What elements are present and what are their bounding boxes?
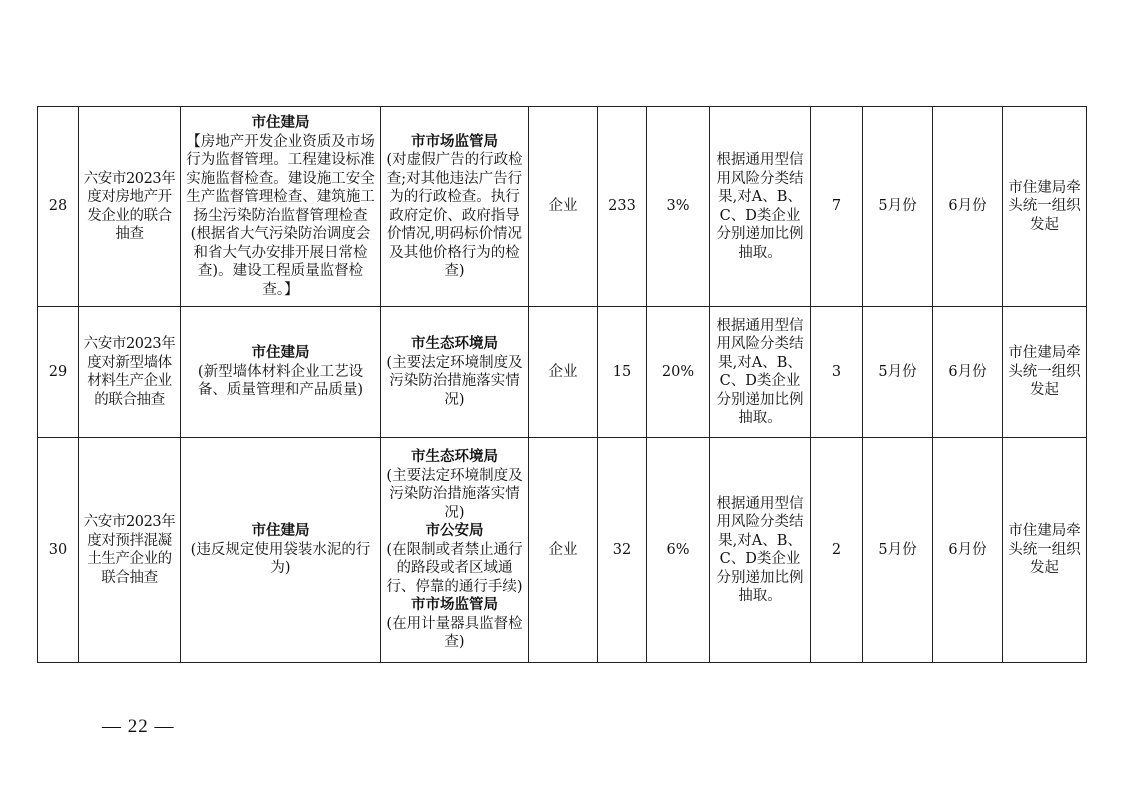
lead-department: 市住建局 <box>251 114 310 131</box>
sampling-method: 根据通用型信用风险分类结果,对A、B、C、D类企业分别递加比例抽取。 <box>710 107 811 307</box>
start-month: 5月份 <box>863 438 933 663</box>
object-count: 233 <box>598 107 647 307</box>
end-month: 6月份 <box>933 107 1003 307</box>
cooperating-departments-cell <box>381 307 529 438</box>
coop-department: 市生态环境局 <box>411 335 498 352</box>
start-month: 5月份 <box>863 107 933 307</box>
object-count: 15 <box>598 307 647 438</box>
row-number: 29 <box>38 307 79 438</box>
check-object: 企业 <box>529 438 598 663</box>
check-object: 企业 <box>529 107 598 307</box>
sampling-method: 根据通用型信用风险分类结果,对A、B、C、D类企业分别递加比例抽取。 <box>710 307 811 438</box>
sampling-ratio: 20% <box>647 307 710 438</box>
lead-department-cell <box>181 107 381 307</box>
end-month: 6月份 <box>933 307 1003 438</box>
check-object: 企业 <box>529 307 598 438</box>
sampling-times: 2 <box>811 438 863 663</box>
lead-department-cell <box>181 438 381 663</box>
row-number: 30 <box>38 438 79 663</box>
sampling-times: 3 <box>811 307 863 438</box>
lead-department: 市住建局 <box>251 522 310 540</box>
coop-department: 市市场监管局 <box>411 132 498 150</box>
table-row <box>38 307 1087 438</box>
start-month: 5月份 <box>863 307 933 438</box>
task-name: 六安市2023年度对新型墙体材料生产企业的联合抽查 <box>79 307 181 438</box>
remark: 市住建局牵头统一组织发起 <box>1003 307 1087 438</box>
table-row <box>38 107 1087 307</box>
lead-department: 市住建局 <box>251 344 310 362</box>
remark: 市住建局牵头统一组织发起 <box>1003 438 1087 663</box>
coop-check-items: (主要法定环境制度及污染防治措施落实情况) <box>386 354 523 408</box>
task-name: 六安市2023年度对预拌混凝土生产企业的联合抽查 <box>79 438 181 663</box>
coop-check-items: (主要法定环境制度及污染防治措施落实情况) <box>386 467 523 521</box>
coop-department: 市生态环境局 <box>411 448 498 466</box>
table-row <box>38 438 1087 663</box>
page-number: — 22 — <box>102 716 175 737</box>
coop-department: 市市场监管局 <box>411 596 498 614</box>
coop-check-items: (在限制或者禁止通行的路段或者区域通行、停靠的通行手续) <box>386 541 523 595</box>
remark: 市住建局牵头统一组织发起 <box>1003 107 1087 307</box>
task-name: 六安市2023年度对房地产开发企业的联合抽查 <box>79 107 181 307</box>
lead-check-items: (新型墙体材料企业工艺设备、质量管理和产品质量) <box>197 363 364 399</box>
coop-check-items: (在用计量器具监督检查) <box>386 615 523 651</box>
sampling-times: 7 <box>811 107 863 307</box>
sampling-ratio: 3% <box>647 107 710 307</box>
inspection-plan-table <box>37 106 1087 663</box>
lead-check-items: 【房地产开发企业资质及市场行为监督管理。工程建设标准实施监督检查。建设施工安全生产监督管理检查、建筑施工扬尘污染防治监督管理检查(根据省大气污染防治调度会和省大气办安排开展日常检查)。建设工程质量监督检查。】 <box>186 133 375 298</box>
end-month: 6月份 <box>933 438 1003 663</box>
lead-check-items: (违反规定使用袋装水泥的行为) <box>190 541 371 577</box>
row-number: 28 <box>38 107 79 307</box>
sampling-ratio: 6% <box>647 438 710 663</box>
sampling-method: 根据通用型信用风险分类结果,对A、B、C、D类企业分别递加比例抽取。 <box>710 438 811 663</box>
lead-department-cell <box>181 307 381 438</box>
cooperating-departments-cell <box>381 438 529 663</box>
coop-department: 市公安局 <box>425 522 484 540</box>
object-count: 32 <box>598 438 647 663</box>
coop-check-items: (对虚假广告的行政检查;对其他违法广告行为的行政检查。执行政府定价、政府指导价情况,明码标价情况及其他价格行为的检查) <box>386 152 523 279</box>
cooperating-departments-cell <box>381 107 529 307</box>
